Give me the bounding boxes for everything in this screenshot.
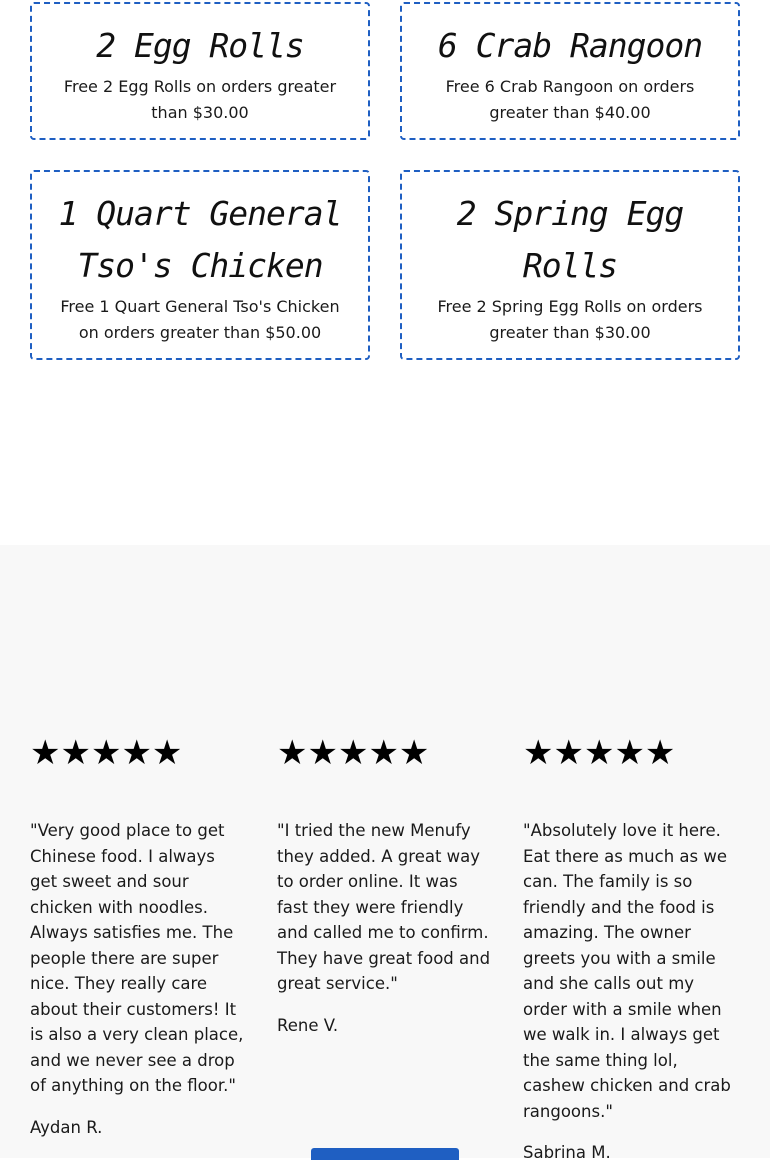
promo-card-general-tso	[30, 170, 370, 360]
review-card	[30, 733, 246, 1140]
promo-title: 2 Egg Rolls	[96, 26, 304, 65]
promo-card-egg-rolls	[30, 2, 370, 140]
reviewer-name: Sabrina M.	[523, 1143, 611, 1162]
review-text: "Absolutely love it here. Eat there as much as we can. The family is so friendly and the food is amazing. The owner greets you with a smile and she calls out my order with a smile when we walk in. I always get the same thing lol, cashew chicken and crab rangoons."	[523, 821, 731, 1121]
star-rating: ★★★★★	[30, 733, 183, 773]
promo-grid	[30, 2, 740, 360]
review-card	[523, 733, 739, 1166]
star-rating: ★★★★★	[277, 733, 430, 773]
promo-description: Free 6 Crab Rangoon on orders greater than $40.00	[445, 77, 695, 122]
reviewer-name: Rene V.	[277, 1015, 339, 1035]
review-text: "Very good place to get Chinese food. I always get sweet and sour chicken with noodles. Always satisfies me. The people there are super nice. They really care about their customers! It is also a very clean place, and we never see a drop of anything on the floor."	[30, 821, 244, 1095]
promo-card-spring-egg-rolls	[400, 170, 740, 360]
more-reviews-button[interactable]	[311, 1148, 459, 1160]
promo-title: 1 Quart General Tso's Chicken	[58, 194, 342, 285]
reviews-section	[0, 545, 770, 1162]
review-card	[277, 733, 493, 1038]
reviewer-name: Aydan R.	[30, 1117, 103, 1137]
promo-title: 2 Spring Egg Rolls	[456, 194, 684, 285]
promo-description: Free 2 Egg Rolls on orders greater than $30.00	[63, 77, 337, 122]
promo-description: Free 1 Quart General Tso's Chicken on orders greater than $50.00	[60, 297, 340, 342]
promo-description: Free 2 Spring Egg Rolls on orders greater than $30.00	[437, 297, 703, 342]
promo-title: 6 Crab Rangoon	[437, 26, 703, 65]
promo-card-crab-rangoon	[400, 2, 740, 140]
star-rating: ★★★★★	[523, 733, 676, 773]
review-text: "I tried the new Menufy they added. A great way to order online. It was fast they were friendly and called me to confirm. They have great food and great service."	[277, 821, 491, 993]
